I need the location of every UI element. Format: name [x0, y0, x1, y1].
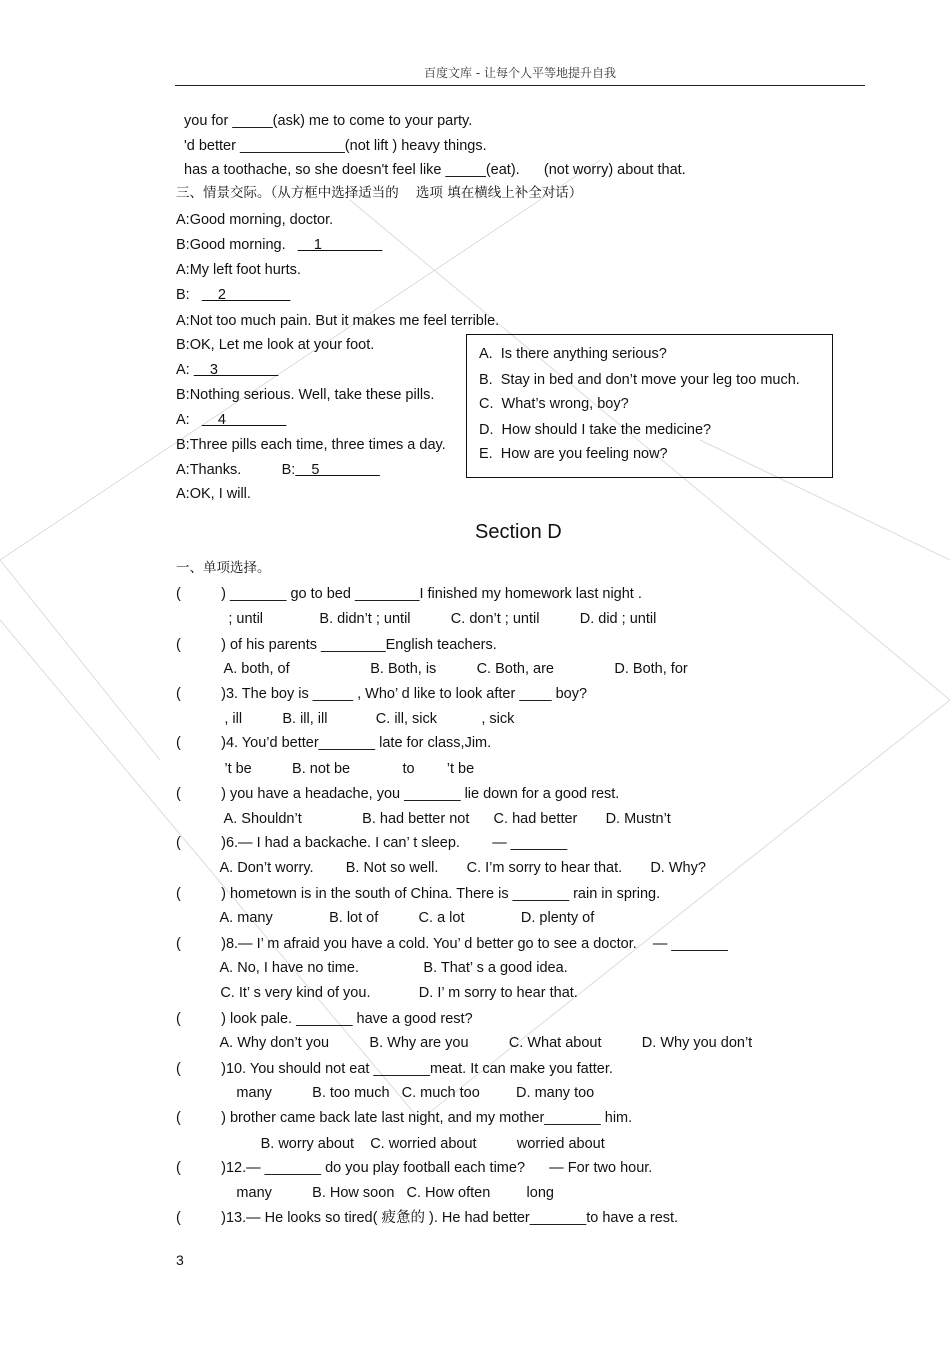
- choice-line: A. Shouldn’t B. had better not C. had better D. Mustn’t: [176, 811, 671, 827]
- exercise-line: has a toothache, so she doesn't feel like _____(eat). (not worry) about that.: [184, 162, 686, 178]
- question-line: ( )3. The boy is _____ , Who’ d like to look after ____ boy?: [176, 686, 588, 702]
- choice-line: A. both, of B. Both, is C. Both, are D. Both, for: [176, 661, 688, 677]
- answer-blank: 2: [201, 287, 291, 303]
- choice-line: , ill B. ill, ill C. ill, sick , sick: [176, 711, 515, 727]
- dialogue-line: A: 4: [176, 412, 287, 428]
- option-item: A. Is there anything serious?: [479, 346, 667, 362]
- exercise-line: you for _____(ask) me to come to your party.: [184, 113, 473, 129]
- dialogue-line: B: 2: [176, 287, 291, 303]
- dialogue-line: A:My left foot hurts.: [176, 262, 301, 278]
- section-title: Section D: [475, 521, 562, 543]
- question-line: ( ) brother came back late last night, and my mother_______ him.: [176, 1110, 633, 1126]
- question-line: ( ) look pale. _______ have a good rest?: [176, 1011, 473, 1027]
- question-line: ( ) hometown is in the south of China. There is _______ rain in spring.: [176, 886, 661, 902]
- choice-line: B. worry about C. worried about worried about: [176, 1136, 605, 1152]
- answer-blank: 1: [297, 237, 383, 253]
- option-item: C. What’s wrong, boy?: [479, 396, 629, 412]
- section-heading: 一、单项选择。: [176, 560, 271, 576]
- dialogue-line: A:Not too much pain. But it makes me feel terrible.: [176, 313, 500, 329]
- question-line: ( )8.— I’ m afraid you have a cold. You’ d better go to see a doctor. — _______: [176, 936, 728, 952]
- dialogue-line: B:Nothing serious. Well, take these pills.: [176, 387, 435, 403]
- header-divider: [175, 85, 865, 86]
- choice-line: A. Don’t worry. B. Not so well. C. I’m sorry to hear that. D. Why?: [176, 860, 706, 876]
- option-item: E. How are you feeling now?: [479, 446, 668, 462]
- option-item: D. How should I take the medicine?: [479, 422, 712, 438]
- answer-blank: 4: [201, 412, 287, 428]
- page-header: 百度文库 - 让每个人平等地提升自我: [424, 66, 616, 80]
- dialogue-line: A: 3: [176, 362, 279, 378]
- dialogue-line: B:Three pills each time, three times a day.: [176, 437, 446, 453]
- question-line: ( )12.— _______ do you play football each time? — For two hour.: [176, 1160, 653, 1176]
- question-line: ( ) _______ go to bed ________I finished my homework last night .: [176, 586, 642, 602]
- question-line: ( ) you have a headache, you _______ lie down for a good rest.: [176, 786, 620, 802]
- question-line: ( )10. You should not eat _______meat. It can make you fatter.: [176, 1061, 613, 1077]
- exercise-line: 'd better _____________(not lift ) heavy things.: [184, 138, 487, 154]
- answer-blank: 5: [295, 462, 380, 478]
- choice-line: A. No, I have no time. B. That’ s a good idea.: [176, 960, 568, 976]
- choice-line: ’t be B. not be to ’t be: [176, 761, 475, 777]
- dialogue-line: B:OK, Let me look at your foot.: [176, 337, 375, 353]
- dialogue-line: A:Good morning, doctor.: [176, 212, 334, 228]
- dialogue-line: A:OK, I will.: [176, 486, 251, 502]
- dialogue-line: A:Thanks. B: 5: [176, 462, 380, 478]
- choice-line: many B. How soon C. How often long: [176, 1185, 554, 1201]
- choice-line: A. many B. lot of C. a lot D. plenty of: [176, 910, 595, 926]
- answer-blank: 3: [193, 362, 279, 378]
- option-item: B. Stay in bed and don’t move your leg too much.: [479, 372, 800, 388]
- choice-line: C. It’ s very kind of you. D. I’ m sorry to hear that.: [176, 985, 578, 1001]
- choice-line: A. Why don’t you B. Why are you C. What about D. Why you don’t: [176, 1035, 753, 1051]
- choice-line: many B. too much C. much too D. many too: [176, 1085, 595, 1101]
- question-line: ( ) of his parents ________English teachers.: [176, 637, 497, 653]
- page-number: 3: [176, 1252, 184, 1268]
- question-line: ( )13.— He looks so tired( 疲惫的 ). He had better_______to have a rest.: [176, 1210, 679, 1226]
- question-line: ( )6.— I had a backache. I can’ t sleep. — _______: [176, 835, 568, 851]
- question-line: ( )4. You’d better_______ late for class,Jim.: [176, 735, 492, 751]
- options-box: [466, 334, 833, 478]
- section-heading: 三、情景交际。（从方框中选择适当的 选项 填在横线上补全对话）: [176, 185, 583, 201]
- dialogue-line: B:Good morning. 1: [176, 237, 383, 253]
- choice-line: ; until B. didn’t ; until C. don’t ; until D. did ; until: [176, 611, 657, 627]
